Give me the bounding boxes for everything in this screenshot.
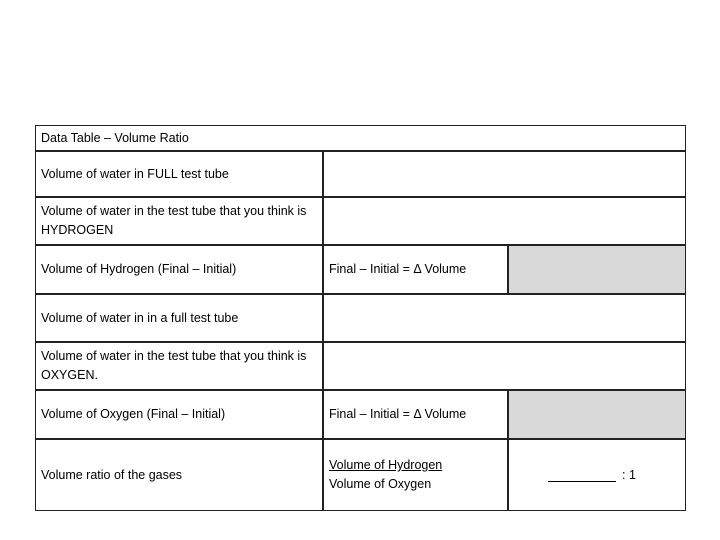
table-row [36,293,685,341]
table-row [36,341,685,389]
row-label: Volume of water in the test tube that you think is HYDROGEN [41,204,307,237]
table-row [36,438,685,510]
row-label: Volume ratio of the gases [41,467,183,482]
table-row [36,196,685,244]
row-label: Volume of Hydrogen (Final – Initial) [41,262,237,276]
row-label: Volume of water in FULL test tube [41,166,229,181]
ratio-answer-cell[interactable] [507,440,685,510]
ratio-denominator: Volume of Oxygen [329,477,432,491]
table-row [36,244,685,293]
table-row [36,150,685,196]
row-label: Volume of water in in a full test tube [41,310,239,325]
formula-cell: Final – Initial = Δ Volume [322,391,507,438]
value-cell[interactable] [322,295,685,341]
value-cell[interactable] [322,152,685,196]
row-label: Volume of water in the test tube that you think is OXYGEN. [41,349,307,382]
volume-ratio-table [35,125,686,511]
shaded-value-cell[interactable] [507,391,685,438]
ratio-fraction-cell [322,440,507,510]
ratio-numerator: Volume of Hydrogen [329,458,443,472]
ratio-answer-blank[interactable] [548,469,616,482]
table-title: Data Table – Volume Ratio [41,130,189,145]
value-cell[interactable] [322,343,685,389]
table-title-row [36,126,685,150]
formula-cell: Final – Initial = Δ Volume [322,246,507,293]
row-label: Volume of Oxygen (Final – Initial) [41,407,226,421]
table-row [36,389,685,438]
shaded-value-cell[interactable] [507,246,685,293]
value-cell[interactable] [322,198,685,244]
ratio-suffix: : 1 [622,467,636,482]
